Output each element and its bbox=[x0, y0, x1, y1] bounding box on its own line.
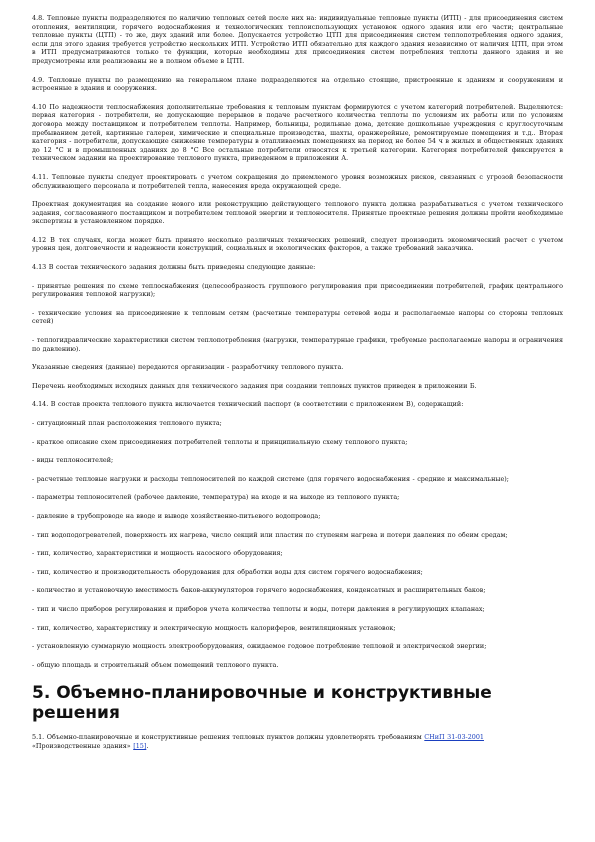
paragraph: 4.9. Тепловые пункты по размещению на генеральном плане подразделяются на отдельно стоящие, пристроенные к зданиям и сооружениям и встроенные в здания и сооружения. bbox=[32, 75, 563, 93]
paragraph: - расчетные тепловые нагрузки и расходы теплоносителей по каждой системе (для горячего водоснабжения - средние и максимальные); bbox=[32, 474, 509, 483]
paragraph: - технические условия на присоединение к тепловым сетям (расчетные температуры сетевой воды и располагаемые напоры со стороны тепловых сетей) bbox=[32, 308, 563, 326]
paragraph: - тип, количество, характеристику и электрическую мощность калориферов, вентиляционных установок; bbox=[32, 623, 396, 632]
paragraph: 4.11. Тепловые пункты следует проектировать с учетом сокращения до приемлемого уровня возможных рисков, связанных с угрозой безопасности обслуживающего персонала и потребителей тепла, нанесения вреда окружающей среде. bbox=[32, 172, 563, 190]
paragraph: - тип, количество, характеристики и мощность насосного оборудования; bbox=[32, 549, 283, 558]
paragraph: 4.10 По надежности теплоснабжения дополнительные требования к тепловым пунктам формируются с учетом категорий потребителей. Выделяются: первая категория - потребители, не допускающие перерывов в подаче расчетного количества теплоты по условиям их работы или по условиям договора между поставщиком и потребителем теплоты. Например, больницы, родильные дома, детские дошкольные учреждения с круглосуточным пребыванием детей, картинные галереи, химические и специальные производства, шахты, оранжерейные, ремонтируемые помещения и т.д.. Вторая категория - потребители, допускающие снижение температуры в отапливаемых помещениях на период не более 54 ч в жилых и общественных зданиях до 12 °С и в промышленных зданиях до 8 °С Все остальные потребители относятся к третьей категории. Категория потребителей фиксируется в техническом задании на проектирование теплового пункта, приведенном в приложении А. bbox=[32, 102, 563, 163]
paragraph: 4.12 В тех случаях, когда может быть принято несколько различных технических решений, следует производить экономический расчет с учетом уровня цен, долговечности и надежности конструкций, социальных и экологических факторов, а также требований заказчика. bbox=[32, 235, 563, 253]
paragraph: 4.14. В состав проекта теплового пункта включается технический паспорт (в соответствии с приложением В), содержащий: bbox=[32, 400, 464, 409]
paragraph: - теплогидравлические характеристики систем теплопотребления (нагрузки, температурные графики, требуемые располагаемые напоры и ограничения по давлению). bbox=[32, 336, 563, 353]
section-paragraph bbox=[32, 733, 563, 750]
paragraph: - давление в трубопроводе на вводе и выводе хозяйственно-питьевого водопровода; bbox=[32, 511, 321, 520]
paragraph: - общую площадь и строительный объем помещений теплового пункта. bbox=[32, 660, 279, 669]
paragraph: Проектная документация на создание нового или реконструкцию действующего теплового пункта должна разрабатываться с учетом технического задания, согласованного поставщиком и потребителем тепловой энергии и теплоносителя. Принятые проектные решения должны пройти необходимые экспертизы в установленном порядке. bbox=[32, 200, 563, 226]
paragraph: - краткое описание схем присоединения потребителей теплоты и принципиальную схему теплового пункта; bbox=[32, 437, 408, 446]
paragraph: - тип водоподогревателей, поверхность их нагрева, число секций или пластин по ступеням нагрева и потери давления по обеим средам; bbox=[32, 530, 508, 539]
paragraph: 4.13 В состав технического задания должны быть приведены следующие данные: bbox=[32, 263, 316, 272]
paragraph: - количество и установочную вместимость баков-аккумуляторов горячего водоснабжения, конденсатных и расширительных баков; bbox=[32, 586, 486, 595]
quote-text: «Производственные здания» bbox=[32, 741, 131, 750]
paragraph: Перечень необходимых исходных данных для технического задания при создании тепловых пунктов приведен в приложении Б. bbox=[32, 381, 477, 390]
paragraph: Указанные сведения (данные) передаются организации - разработчику теплового пункта. bbox=[32, 363, 344, 372]
period-text: . bbox=[146, 741, 149, 750]
snip-link[interactable]: СНиП 31-03-2001 bbox=[424, 733, 484, 742]
paragraph: - установленную суммарную мощность электрооборудования, ожидаемое годовое потребление тепловой и электрической энергии; bbox=[32, 642, 487, 651]
paragraph: - принятые решения по схеме теплоснабжения (целесообразность группового регулирования при присоединении потребителей, график центрального регулирования тепловой нагрузки); bbox=[32, 281, 563, 299]
paragraph-text: 5.1. Объемно-планировочные и конструктивные решения тепловых пунктов должны удовлетворять требованиям bbox=[32, 733, 422, 742]
paragraph: - виды теплоносителей; bbox=[32, 456, 114, 465]
paragraph: - параметры теплоносителей (рабочее давление, температура) на входе и на выходе из теплового пункта; bbox=[32, 493, 400, 502]
paragraph: - ситуационный план расположения теплового пункта; bbox=[32, 419, 222, 427]
paragraph: - тип, количество и производительность оборудования для обработки воды для систем горячего водоснабжения; bbox=[32, 567, 423, 576]
paragraph: - тип и число приборов регулирования и приборов учета количества теплоты и воды, потери давления в регулирующих клапанах; bbox=[32, 604, 485, 613]
reference-link[interactable]: [15] bbox=[133, 741, 147, 750]
section-heading: 5. Объемно-планировочные и конструктивные решения bbox=[32, 683, 492, 724]
document-body bbox=[32, 14, 563, 669]
paragraph: 4.8. Тепловые пункты подразделяются по наличию тепловых сетей после них на: индивидуальные тепловые пункты (ИТП) - для присоединения систем отопления, вентиляции, горячего водоснабжения и технологических теплоиспользующих установок одного здания или его части; центральные тепловые пункты (ЦТП) - то же, двух зданий или более. Допускается устройство ЦТП для присоединения систем теплопотребления одного здания, если для этого здания требуется устройство нескольких ИТП. Устройство ИТП обязательно для каждого здания независимо от наличия ЦТП, при этом в ИТП предусматриваются только те функции, которые необходимы для присоединения систем потребления теплоты данного здания и не предусмотрены или реализованы не в полном объеме в ЦТП. bbox=[32, 14, 563, 65]
